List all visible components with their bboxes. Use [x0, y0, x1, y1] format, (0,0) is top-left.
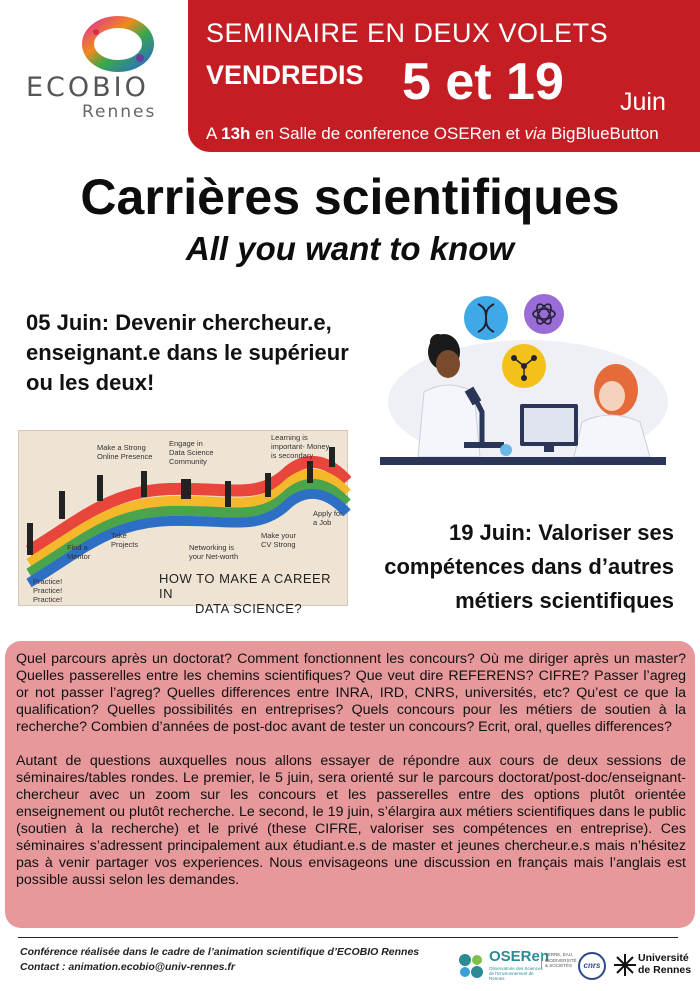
session-1-heading [26, 308, 386, 398]
step-online-presence: Make a Strong Online Presence [97, 443, 153, 461]
footer-credit: Conférence réalisée dans le cadre de l’animation scientifique d’ECOBIO Rennes [20, 946, 420, 958]
step-practice: Practice! Practice! Practice! [33, 577, 63, 604]
step-cv: Make your CV Strong [261, 531, 297, 549]
session-1-line: enseignant.e dans le supérieur [26, 340, 349, 365]
session-2-line: métiers scientifiques [455, 588, 674, 613]
atom-icon [524, 294, 564, 334]
university-star-icon [614, 954, 636, 976]
banner-location: en Salle de conference OSERen et [250, 124, 525, 143]
step-community: Engage in Data Science Community [169, 439, 214, 466]
logo-name: ECOBIO [26, 72, 149, 103]
banner-month: Juin [620, 88, 666, 116]
career-title-line: DATA SCIENCE? [195, 601, 303, 616]
session-2-line: 19 Juin: Valoriser ses [448, 520, 674, 545]
description-paragraph-questions: Quel parcours après un doctorat? Comment fonctionnent les concours? Où me diriger après un master? Quelles passerelles entre les chemins scientifiques? Que veut dire REFERENS? CIFRE? Passer l’agreg or not passer l’agreg? Quelles differences entre INRA, IRD, CNRS, universités, etc? Qu’est ce que la qualification? Quelles possibilités en entreprises? Quels concours pour les métiers de soutien à la recherche? Combien d’années de post-doc avant de tester un concours? Ecrit, oral, quelles differences? [16, 651, 686, 735]
step-projects: Take Projects [111, 531, 139, 549]
banner-via: via [524, 124, 547, 143]
banner-time-location [206, 124, 659, 144]
dna-icon [464, 296, 508, 340]
logo-city: Rennes [82, 102, 157, 122]
description-box [5, 641, 695, 928]
page-title: Carrières scientifiques [80, 169, 620, 225]
banner-time: 13h [221, 124, 251, 143]
universite-rennes-logo [614, 950, 694, 984]
step-apply-job: Apply for a Job [313, 509, 343, 527]
university-name: Université de Rennes [638, 952, 692, 976]
banner-day-label: VENDREDIS [206, 60, 364, 90]
oseren-logo [455, 946, 575, 986]
banner-time-prefix: A [206, 124, 222, 143]
session-2-heading [314, 516, 674, 618]
session-2-line: compétences dans d’autres [384, 554, 674, 579]
session-1-line: 05 Juin: Devenir chercheur.e, [26, 310, 332, 335]
molecule-icon [502, 344, 546, 388]
description-paragraph-details: Autant de questions auxquelles nous allons essayer de répondre aux cours de deux sessions de séminaires/tables rondes. Le premier, le 5 juin, sera orienté sur le parcours doctorat/post-doc/enseignant-chercheur avec un zoom sur les concours et les passerelles entre des options plutôt orientée enseignement ou plutôt recherche. Le second, le 19 juin, s’élargira aux métiers scientifiques dans le public (soutien à la recherche) et le privé (these CIFRE, valoriser ses compétences en entreprise). Ces séminaires s’adressent principalement aux étudiant.e.s de master et jeunes chercheur.e.s mais n’hésitez pas à venir partager vos experiences. Nous envisageons une discussion en français mais l’anglais est possible aussi selon les demandes. [16, 753, 686, 888]
banner-platform: BigBlueButton [546, 124, 659, 143]
scientists-illustration [378, 292, 668, 467]
cnrs-logo: cnrs [578, 952, 606, 980]
footer-contact: Contact : animation.ecobio@univ-rennes.fr [20, 961, 236, 973]
career-title-line: HOW TO MAKE A CAREER IN [159, 571, 332, 601]
oseren-subtitle: Observatoire des Sciences de l'Environnement de Rennes [489, 966, 543, 981]
page-subtitle: All you want to know [185, 230, 515, 267]
oseren-tagline: TERRE, EAU, BIODIVERSITÉ & SOCIÉTÉS [541, 952, 575, 969]
ecobio-logo [20, 10, 160, 120]
banner-heading: SEMINAIRE EN DEUX VOLETS [206, 18, 609, 48]
career-infographic [18, 430, 348, 616]
event-banner [188, 0, 700, 152]
computer-monitor-icon [520, 404, 578, 452]
session-1-line: ou les deux! [26, 370, 155, 395]
step-learning: Learning is important- Money is secondary [271, 433, 330, 460]
banner-dates: 5 et 19 [402, 53, 564, 111]
step-mentor: Find a Mentor [67, 543, 91, 561]
footer-divider [18, 937, 678, 938]
ecobio-ring-icon [80, 14, 160, 76]
oseren-mark-icon [455, 950, 487, 982]
step-networking: Networking is your Net-worth [189, 543, 239, 561]
oseren-name: OSERen [489, 948, 550, 965]
